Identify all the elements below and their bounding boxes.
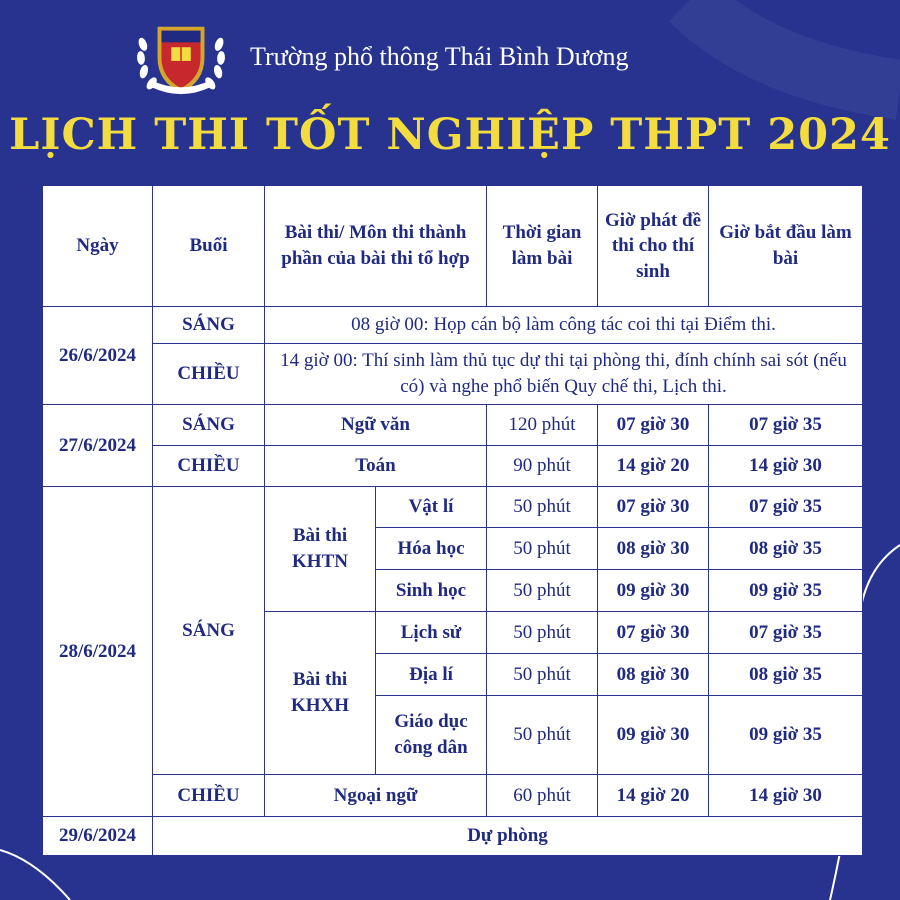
duration-cell: 90 phút [487, 446, 598, 487]
start-time-cell: 09 giờ 35 [709, 696, 863, 775]
column-header-distribution-time: Giờ phát đề thi cho thí sinh [598, 186, 709, 307]
exam-group-khxh: Bài thi KHXH [265, 612, 376, 775]
duration-cell: 50 phút [487, 528, 598, 570]
column-header-subject: Bài thi/ Môn thi thành phần của bài thi tổ hợp [265, 186, 487, 307]
note-cell: 08 giờ 00: Họp cán bộ làm công tác coi thi tại Điểm thi. [265, 307, 863, 344]
distribution-time-cell: 09 giờ 30 [598, 696, 709, 775]
session-cell: CHIỀU [153, 775, 265, 817]
duration-cell: 50 phút [487, 654, 598, 696]
start-time-cell: 09 giờ 35 [709, 570, 863, 612]
distribution-time-cell: 07 giờ 30 [598, 405, 709, 446]
header [132, 14, 629, 100]
table-row [43, 446, 863, 487]
table-row [43, 405, 863, 446]
duration-cell: 50 phút [487, 487, 598, 528]
session-cell: CHIỀU [153, 446, 265, 487]
start-time-cell: 08 giờ 35 [709, 654, 863, 696]
start-time-cell: 14 giờ 30 [709, 446, 863, 487]
distribution-time-cell: 14 giờ 20 [598, 775, 709, 817]
start-time-cell: 14 giờ 30 [709, 775, 863, 817]
note-cell: 14 giờ 00: Thí sinh làm thủ tục dự thi tại phòng thi, đính chính sai sót (nếu có) và nghe phổ biến Quy chế thi, Lịch thi. [265, 344, 863, 405]
start-time-cell: 07 giờ 35 [709, 487, 863, 528]
page-title: LỊCH THI TỐT NGHIỆP THPT 2024 [9, 110, 891, 160]
exam-group-khtn: Bài thi KHTN [265, 487, 376, 612]
column-header-day: Ngày [43, 186, 153, 307]
duration-cell: 60 phút [487, 775, 598, 817]
start-time-cell: 07 giờ 35 [709, 405, 863, 446]
subject-cell: Ngoại ngữ [265, 775, 487, 817]
distribution-time-cell: 08 giờ 30 [598, 654, 709, 696]
day-cell: 26/6/2024 [43, 307, 153, 405]
subject-cell: Giáo dục công dân [376, 696, 487, 775]
distribution-time-cell: 07 giờ 30 [598, 487, 709, 528]
subject-cell: Lịch sử [376, 612, 487, 654]
table-row [43, 817, 863, 856]
column-header-duration: Thời gian làm bài [487, 186, 598, 307]
subject-cell: Địa lí [376, 654, 487, 696]
table-row [43, 307, 863, 344]
day-cell: 27/6/2024 [43, 405, 153, 487]
distribution-time-cell: 14 giờ 20 [598, 446, 709, 487]
subject-cell: Toán [265, 446, 487, 487]
duration-cell: 50 phút [487, 570, 598, 612]
exam-schedule-table [42, 185, 863, 856]
column-header-start-time: Giờ bắt đầu làm bài [709, 186, 863, 307]
session-cell: SÁNG [153, 487, 265, 775]
distribution-time-cell: 07 giờ 30 [598, 612, 709, 654]
school-logo-icon [132, 15, 230, 99]
subject-cell: Vật lí [376, 487, 487, 528]
table-row [43, 487, 863, 528]
session-cell: SÁNG [153, 307, 265, 344]
day-cell: 29/6/2024 [43, 817, 153, 856]
duration-cell: 50 phút [487, 612, 598, 654]
subject-cell: Hóa học [376, 528, 487, 570]
distribution-time-cell: 08 giờ 30 [598, 528, 709, 570]
day-cell: 28/6/2024 [43, 487, 153, 817]
duration-cell: 120 phút [487, 405, 598, 446]
table-header-row [43, 186, 863, 307]
session-cell: SÁNG [153, 405, 265, 446]
start-time-cell: 08 giờ 35 [709, 528, 863, 570]
reserve-day-cell: Dự phòng [153, 817, 863, 856]
duration-cell: 50 phút [487, 696, 598, 775]
session-cell: CHIỀU [153, 344, 265, 405]
distribution-time-cell: 09 giờ 30 [598, 570, 709, 612]
school-name: Trường phổ thông Thái Bình Dương [250, 42, 629, 71]
table-row [43, 775, 863, 817]
subject-cell: Sinh học [376, 570, 487, 612]
table-row [43, 344, 863, 405]
subject-cell: Ngữ văn [265, 405, 487, 446]
column-header-session: Buổi [153, 186, 265, 307]
start-time-cell: 07 giờ 35 [709, 612, 863, 654]
